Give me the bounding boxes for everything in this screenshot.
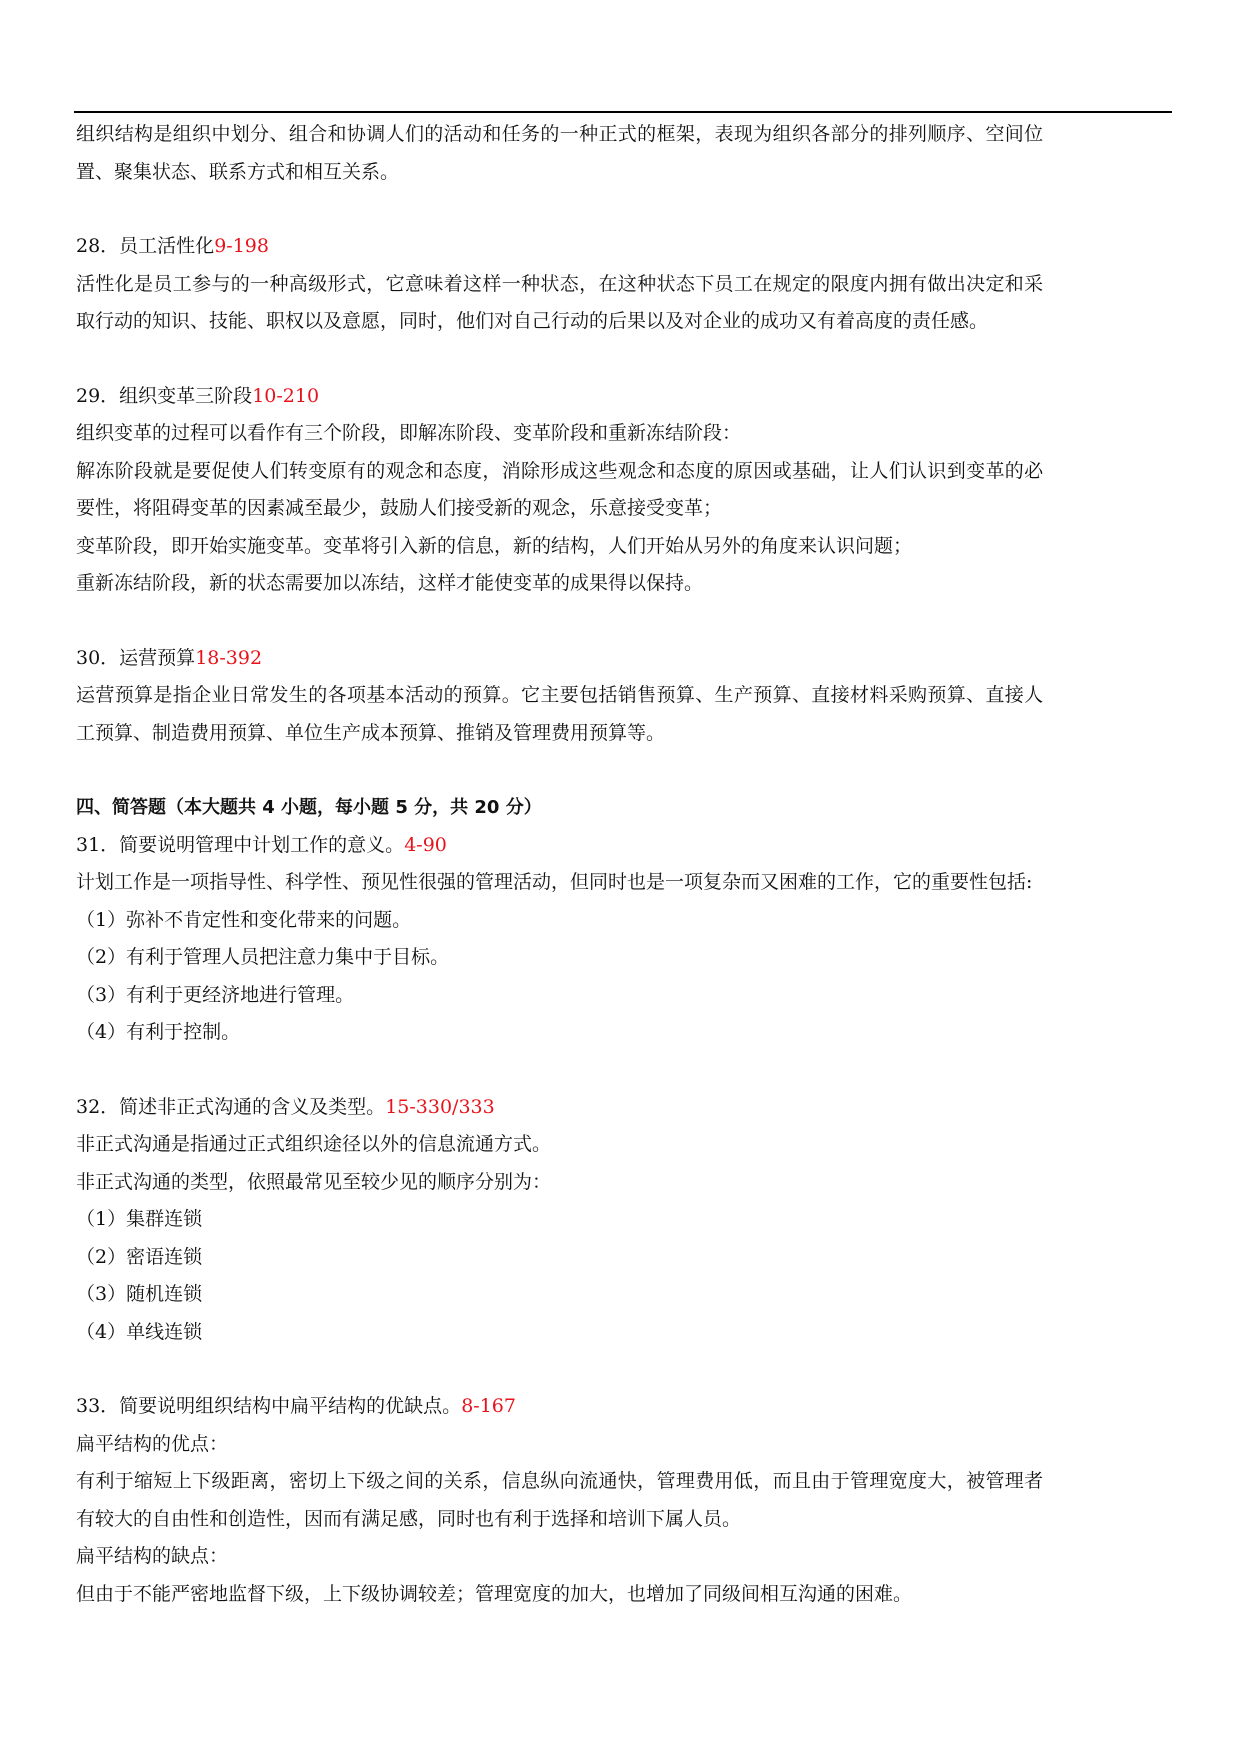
intro-line-1: 组织结构是组织中划分、组合和协调人们的活动和任务的一种正式的框架，表现为组织各部分的排列顺序、空间位 [76,123,1044,145]
question-32-item-2: （2）密语连锁 [76,1245,203,1268]
document-body [76,116,1172,1613]
header-rule [74,111,1172,113]
section-4-heading: 四、简答题（本大题共 4 小题，每小题 5 分，共 20 分） [76,797,542,818]
question-29-line-4: 变革阶段，即开始实施变革。变革将引入新的信息，新的结构，人们开始从另外的角度来认识问题； [76,534,913,557]
question-28 [76,228,1172,341]
intro-block [76,116,1172,191]
question-30 [76,640,1172,753]
question-28-ref: 9-198 [214,235,269,257]
question-33-title-text: 33．简要说明组织结构中扁平结构的优缺点。 [76,1395,462,1417]
question-31-ref: 4-90 [404,833,447,856]
question-29-ref: 10-210 [252,384,320,407]
question-30-title [76,640,1172,678]
question-33-adv-label: 扁平结构的优点： [76,1432,229,1455]
question-30-ref: 18-392 [195,646,263,669]
intro-line-2: 置、聚集状态、联系方式和相互关系。 [76,160,400,183]
question-30-line-1: 运营预算是指企业日常发生的各项基本活动的预算。它主要包括销售预算、生产预算、直接材料采购预算、直接人 [76,684,1044,706]
question-29-line-1: 组织变革的过程可以看作有三个阶段，即解冻阶段、变革阶段和重新冻结阶段： [76,422,742,444]
question-29-title [76,378,1172,416]
question-31-item-4: （4）有利于控制。 [76,1021,241,1043]
question-28-title-text: 28．员工活性化 [76,235,215,257]
question-32-item-4: （4）单线连锁 [76,1320,203,1343]
question-31-item-3: （3）有利于更经济地进行管理。 [76,983,355,1006]
question-33-disadv-line-1: 但由于不能严密地监督下级，上下级协调较差；管理宽度的加大，也增加了同级间相互沟通的困难。 [76,1582,913,1605]
question-33-adv-line-1: 有利于缩短上下级距离，密切上下级之间的关系，信息纵向流通快，管理费用低，而且由于管理宽度大，被管理者 [76,1470,1044,1492]
question-31-title [76,827,1172,865]
question-33 [76,1388,1172,1613]
question-31-item-2: （2）有利于管理人员把注意力集中于目标。 [76,946,450,968]
question-32 [76,1089,1172,1352]
question-32-title [76,1089,1172,1127]
question-31-intro: 计划工作是一项指导性、科学性、预见性很强的管理活动，但同时也是一项复杂而又困难的工作，它的重要性包括: [76,871,1033,893]
question-28-line-1: 活性化是员工参与的一种高级形式，它意味着这样一种状态，在这种状态下员工在规定的限度内拥有做出决定和采 [76,272,1044,295]
question-32-line-1: 非正式沟通是指通过正式组织途径以外的信息流通方式。 [76,1133,552,1155]
question-28-title [76,228,1172,266]
question-29-line-5: 重新冻结阶段，新的状态需要加以冻结，这样才能使变革的成果得以保持。 [76,572,704,594]
section-4 [76,789,1172,1052]
question-29-title-text: 29．组织变革三阶段 [76,384,253,407]
question-31 [76,827,1172,1052]
question-32-title-text: 32．简述非正式沟通的含义及类型。 [76,1095,386,1118]
question-32-ref: 15-330/333 [385,1095,495,1118]
question-31-title-text: 31．简要说明管理中计划工作的意义。 [76,833,405,856]
question-32-item-3: （3）随机连锁 [76,1283,203,1305]
question-33-adv-line-2: 有较大的自由性和创造性，因而有满足感，同时也有利于选择和培训下属人员。 [76,1507,742,1530]
question-29-line-3: 要性，将阻碍变革的因素减至最少，鼓励人们接受新的观念，乐意接受变革； [76,497,723,519]
question-33-disadv-label: 扁平结构的缺点： [76,1545,229,1567]
question-30-line-2: 工预算、制造费用预算、单位生产成本预算、推销及管理费用预算等。 [76,721,666,744]
question-31-item-1: （1）弥补不肯定性和变化带来的问题。 [76,908,412,931]
question-33-ref: 8-167 [461,1395,516,1417]
question-32-line-2: 非正式沟通的类型，依照最常见至较少见的顺序分别为： [76,1170,552,1193]
question-28-line-2: 取行动的知识、技能、职权以及意愿，同时，他们对自己行动的后果以及对企业的成功又有着高度的责任感。 [76,310,989,332]
question-29 [76,378,1172,603]
question-32-item-1: （1）集群连锁 [76,1208,203,1230]
question-30-title-text: 30．运营预算 [76,646,196,669]
question-33-title [76,1388,1172,1426]
question-29-line-2: 解冻阶段就是要促使人们转变原有的观念和态度，消除形成这些观念和态度的原因或基础，让人们认识到变革的必 [76,459,1044,482]
